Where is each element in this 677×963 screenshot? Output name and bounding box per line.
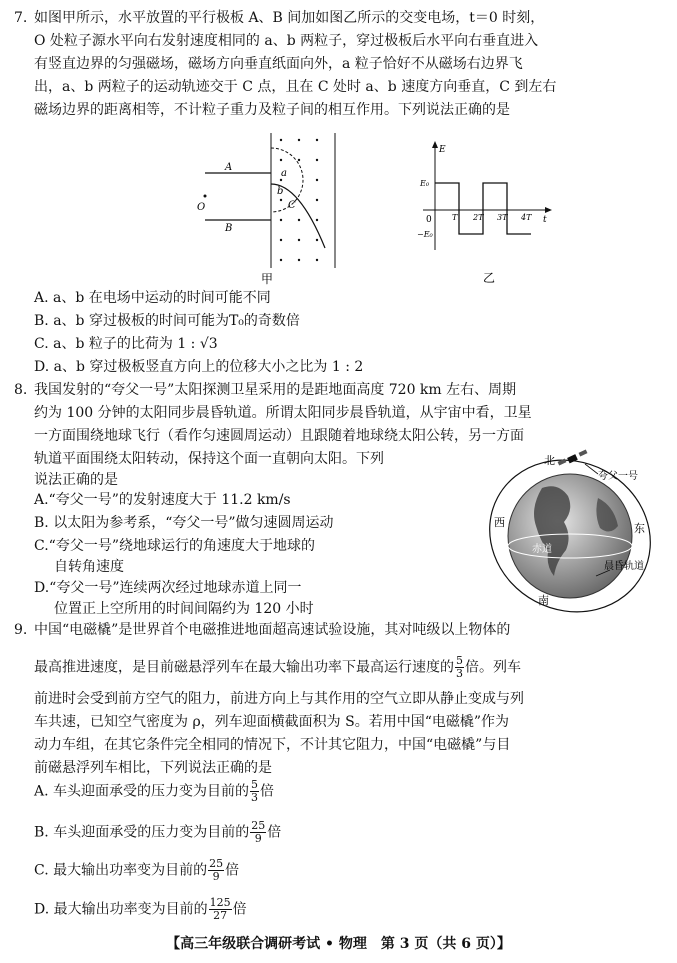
caption-yi: 乙 bbox=[483, 271, 496, 285]
fraction-denominator: 9 bbox=[212, 870, 220, 883]
option-text: 倍 bbox=[225, 862, 240, 879]
tick-label: T bbox=[452, 213, 458, 222]
q8-globe-figure bbox=[470, 448, 670, 618]
axis-E: E bbox=[439, 145, 446, 155]
label-E0: E₀ bbox=[420, 179, 430, 188]
label-a: a bbox=[281, 168, 287, 179]
label-b: b bbox=[277, 186, 284, 197]
q8-option-d: D.“夸父一号”连续两次经过地球赤道上同一 bbox=[34, 580, 302, 596]
axis-origin: 0 bbox=[426, 215, 432, 225]
fraction-denominator: 3 bbox=[456, 667, 463, 680]
q9-option-b bbox=[34, 820, 281, 845]
q9-stem-line: 中国“电磁橇”是世界首个电磁推进地面超高速试验设施，其对吨级以上物体的 bbox=[34, 622, 511, 638]
q9-option-c bbox=[34, 858, 239, 883]
page-footer: 【高三年级联合调研考试 • 物理 第 3 页（共 6 页）】 bbox=[166, 936, 511, 952]
tick-label: 4T bbox=[521, 213, 532, 222]
caption-jia: 甲 bbox=[261, 272, 274, 286]
option-text: A. 车头迎面承受的压力变为目前的 bbox=[34, 783, 250, 800]
option-text: 倍 bbox=[267, 824, 282, 841]
q8-option-b: B. 以太阳为参考系，“夸父一号”做匀速圆周运动 bbox=[34, 515, 334, 531]
q7-option-b: B. a、b 穿过极板的时间可能为T₀的奇数倍 bbox=[34, 313, 300, 329]
q8-stem-line: 说法正确的是 bbox=[34, 472, 118, 488]
q7-stem-line: 如图甲所示，水平放置的平行极板 A、B 间加如图乙所示的交变电场，t＝0 时刻， bbox=[34, 10, 545, 26]
tick-label: 3T bbox=[497, 213, 508, 222]
satellite-icon bbox=[558, 449, 588, 465]
fraction bbox=[208, 858, 224, 883]
q9-option-d bbox=[34, 897, 247, 922]
option-text: C. 最大输出功率变为目前的 bbox=[34, 862, 208, 879]
q7-option-a: A. a、b 在电场中运动的时间可能不同 bbox=[34, 290, 271, 306]
q7-stem-line: O 处粒子源水平向右发射速度相同的 a、b 两粒子，穿过极板后水平向右垂直进入 bbox=[34, 33, 539, 49]
label-negE0: −E₀ bbox=[417, 230, 433, 239]
q7-option-d: D. a、b 穿过极板竖直方向上的位移大小之比为 1 : 2 bbox=[34, 359, 364, 375]
label-A: A bbox=[225, 162, 233, 173]
fraction bbox=[250, 820, 266, 845]
label-south: 南 bbox=[538, 594, 549, 607]
tick-label: 2T bbox=[473, 213, 484, 222]
q9-stem-line: 前进时会受到前方空气的阻力，前进方向上与其作用的空气立即从静止变成与列 bbox=[34, 691, 524, 707]
q7-stem-line: 出，a、b 两粒子的运动轨迹交于 C 点，且在 C 处时 a、b 速度方向垂直，C 到左右 bbox=[34, 79, 557, 95]
option-text: 倍 bbox=[260, 783, 275, 800]
label-O: O bbox=[197, 202, 206, 213]
q8-stem-line: 轨道平面围绕太阳转动，保持这个面一直朝向太阳。下列 bbox=[34, 451, 384, 467]
label-west: 西 bbox=[494, 516, 505, 529]
option-text: 倍 bbox=[232, 901, 247, 918]
label-satellite: 夸父一号 bbox=[598, 471, 638, 482]
q9-stem-line: 前磁悬浮列车相比，下列说法正确的是 bbox=[34, 760, 272, 776]
q8-stem-line: 约为 100 分钟的太阳同步晨昏轨道。所谓太阳同步晨昏轨道，从宇宙中看，卫星 bbox=[34, 405, 532, 421]
option-text: D. 最大输出功率变为目前的 bbox=[34, 901, 208, 918]
q7-option-c: C. a、b 粒子的比荷为 1 : √3 bbox=[34, 336, 218, 352]
fraction-numerator: 5 bbox=[456, 654, 463, 667]
q8-stem-line: 一方面围绕地球飞行（看作匀速圆周运动）且跟随着地球绕太阳公转，另一方面 bbox=[34, 428, 524, 444]
q8-option-c: C.“夸父一号”绕地球运行的角速度大于地球的 bbox=[34, 538, 315, 554]
fraction bbox=[250, 779, 259, 804]
q9-stem-text: 倍。列车 bbox=[465, 659, 521, 676]
fraction-denominator: 9 bbox=[254, 832, 262, 845]
q7-figure-jia bbox=[195, 128, 345, 286]
q8-number: 8. bbox=[14, 382, 28, 398]
label-east: 东 bbox=[634, 522, 645, 535]
q7-figure-yi bbox=[415, 140, 555, 290]
label-orbit: 晨昏轨道 bbox=[604, 561, 644, 572]
label-north: 北 bbox=[544, 454, 555, 467]
axis-t: t bbox=[543, 215, 547, 225]
fraction-numerator: 25 bbox=[209, 857, 224, 870]
label-B: B bbox=[225, 223, 233, 234]
q9-stem-line: 动力车组，在其它条件完全相同的情况下，不计其它阻力，中国“电磁橇”与目 bbox=[34, 737, 511, 753]
q7-number: 7. bbox=[14, 10, 28, 26]
q9-option-a bbox=[34, 779, 274, 804]
q8-stem-line: 我国发射的“夸父一号”太阳探测卫星采用的是距地面高度 720 km 左右、周期 bbox=[34, 382, 517, 398]
fraction-denominator: 3 bbox=[251, 791, 259, 804]
q8-option-d-cont: 位置正上空所用的时间间隔约为 120 小时 bbox=[54, 601, 314, 617]
fraction bbox=[209, 897, 232, 922]
fraction-numerator: 25 bbox=[251, 819, 266, 832]
label-equator: 赤道 bbox=[532, 544, 552, 555]
q7-stem-line: 磁场边界的距离相等，不计粒子重力及粒子间的相互作用。下列说法正确的是 bbox=[34, 102, 510, 118]
q8-option-a: A.“夸父一号”的发射速度大于 11.2 km/s bbox=[34, 492, 291, 508]
label-C: C bbox=[288, 200, 296, 211]
q7-stem-line: 有竖直边界的匀强磁场，磁场方向垂直纸面向外，a 粒子恰好不从磁场右边界飞 bbox=[34, 56, 523, 72]
q9-stem-text: 最高推进速度，是目前磁悬浮列车在最大输出功率下最高运行速度的 bbox=[34, 659, 454, 676]
q9-stem-line bbox=[34, 655, 521, 680]
q9-stem-line: 车共速，已知空气密度为 ρ，列车迎面横截面积为 S。若用中国“电磁橇”作为 bbox=[34, 714, 510, 730]
fraction-denominator: 27 bbox=[213, 909, 228, 922]
option-text: B. 车头迎面承受的压力变为目前的 bbox=[34, 824, 250, 841]
fraction bbox=[455, 655, 464, 680]
q9-number: 9. bbox=[14, 622, 28, 638]
q8-option-c-cont: 自转角速度 bbox=[54, 559, 124, 575]
fraction-numerator: 125 bbox=[209, 896, 231, 909]
fraction-numerator: 5 bbox=[251, 778, 259, 791]
